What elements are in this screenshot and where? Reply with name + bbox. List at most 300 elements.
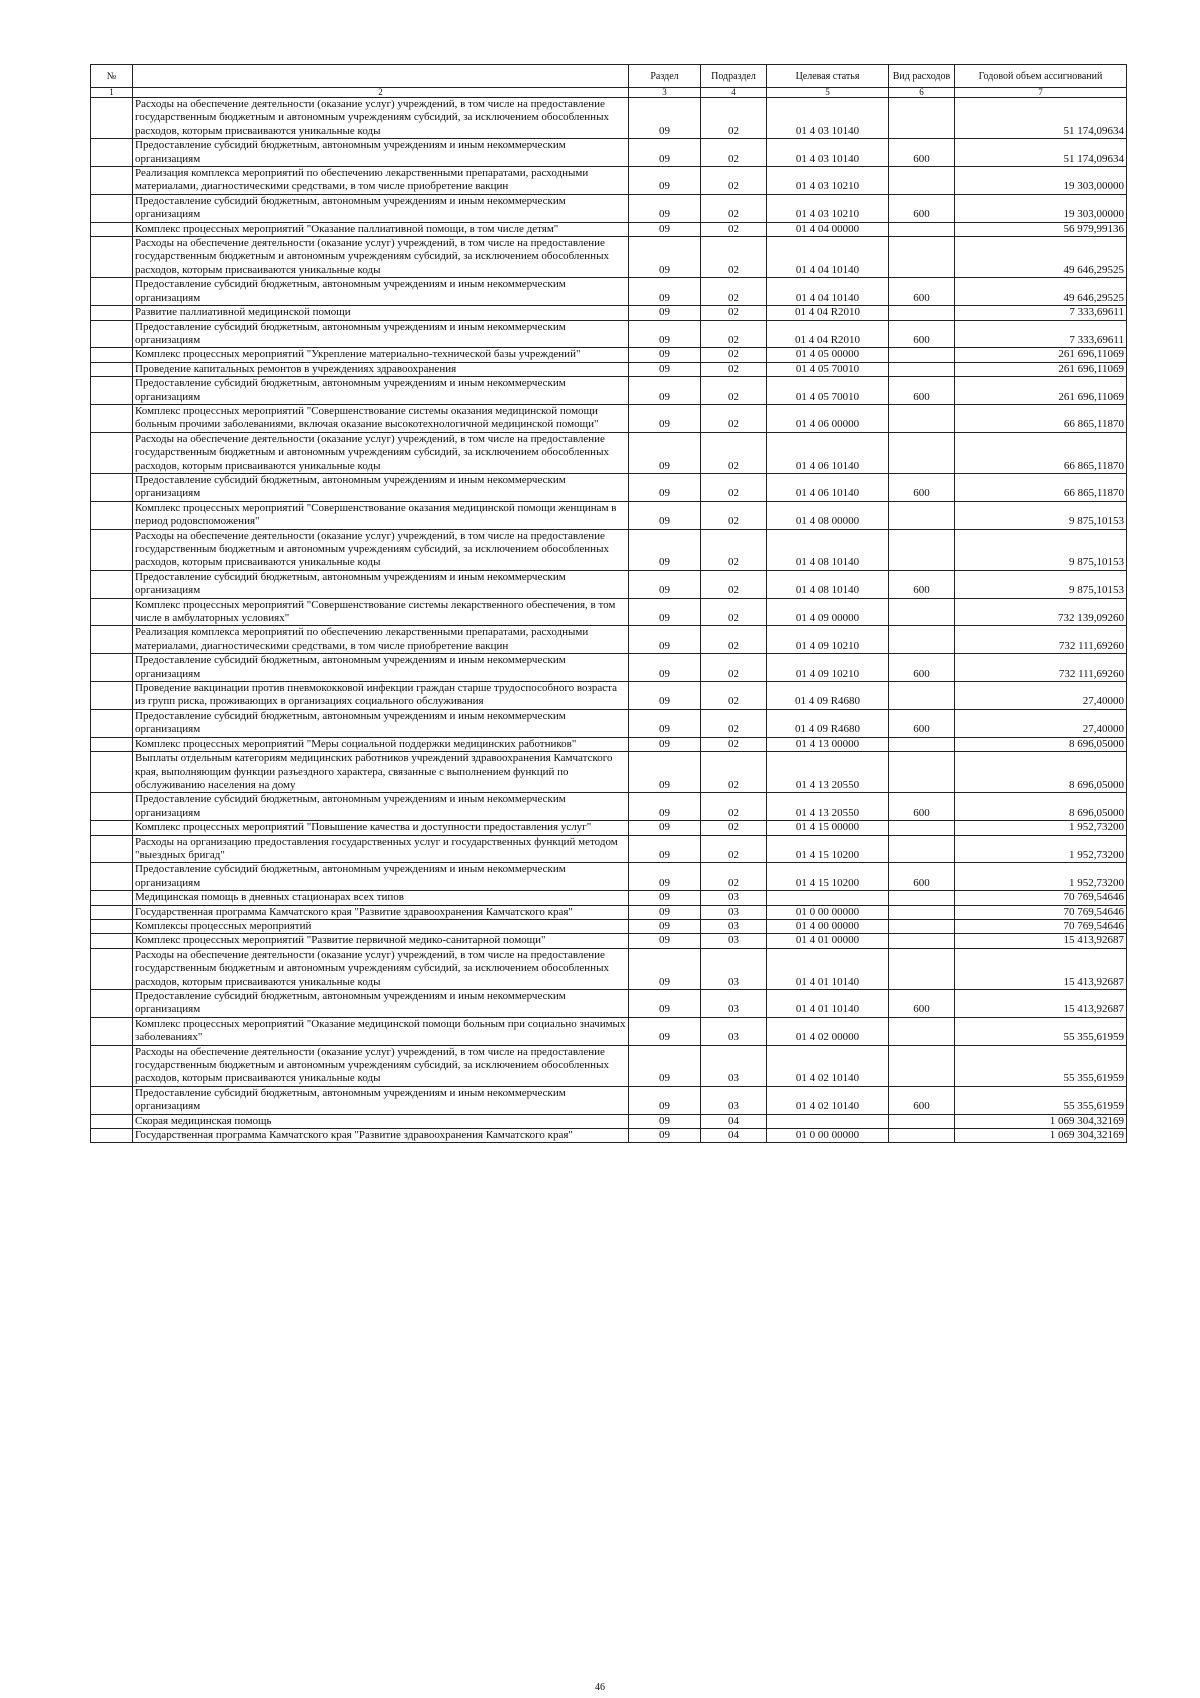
row-podrazdel: 02 [701,793,767,821]
row-podrazdel: 02 [701,306,767,320]
table-row [91,1086,1127,1114]
table-row [91,1129,1127,1143]
row-razdel: 09 [629,1114,701,1128]
row-name: Расходы на обеспечение деятельности (оказание услуг) учреждений, в том числе на предоставление государственным бюджетным и автономным учреждениям субсидий, за исключением обособленных расходов, которым присваиваются уникальные коды [133,529,629,570]
row-razdel: 09 [629,320,701,348]
header-razdel: Раздел [629,65,701,88]
row-number [91,167,133,195]
row-number [91,1129,133,1143]
row-target: 01 4 08 00000 [767,501,889,529]
table-row [91,320,1127,348]
row-number [91,348,133,362]
row-number [91,919,133,933]
row-name: Медицинская помощь в дневных стационарах всех типов [133,891,629,905]
page-number: 46 [595,1682,605,1693]
row-name: Реализация комплекса мероприятий по обеспечению лекарственными препаратами, расходными материалами, диагностическими средствами, в том числе приобретение вакцин [133,167,629,195]
row-name: Государственная программа Камчатского края "Развитие здравоохранения Камчатского края" [133,1129,629,1143]
header-volume: Годовой объем ассигнований [955,65,1127,88]
row-razdel: 09 [629,278,701,306]
row-target: 01 4 04 R2010 [767,320,889,348]
row-amount: 19 303,00000 [955,167,1127,195]
row-name: Предоставление субсидий бюджетным, автономным учреждениям и иным некоммерческим организациям [133,473,629,501]
row-razdel: 09 [629,1045,701,1086]
table-row [91,222,1127,236]
row-name: Предоставление субсидий бюджетным, автономным учреждениям и иным некоммерческим организациям [133,654,629,682]
table-row [91,752,1127,793]
row-podrazdel: 03 [701,948,767,989]
row-target: 01 4 01 00000 [767,934,889,948]
table-row [91,98,1127,139]
row-vid [889,1129,955,1143]
row-amount: 1 069 304,32169 [955,1114,1127,1128]
row-number [91,237,133,278]
row-podrazdel: 03 [701,934,767,948]
row-target: 01 4 13 00000 [767,737,889,751]
row-podrazdel: 02 [701,626,767,654]
row-name: Комплекс процессных мероприятий "Оказание паллиативной помощи, в том числе детям" [133,222,629,236]
column-number: 1 [91,88,133,98]
row-target: 01 4 09 R4680 [767,682,889,710]
row-podrazdel: 03 [701,919,767,933]
row-vid [889,948,955,989]
row-razdel: 09 [629,905,701,919]
row-podrazdel: 03 [701,1017,767,1045]
row-number [91,404,133,432]
column-number: 4 [701,88,767,98]
row-amount: 56 979,99136 [955,222,1127,236]
table-row [91,934,1127,948]
row-razdel: 09 [629,194,701,222]
row-amount: 1 069 304,32169 [955,1129,1127,1143]
row-podrazdel: 02 [701,682,767,710]
row-amount: 15 413,92687 [955,934,1127,948]
row-podrazdel: 03 [701,1045,767,1086]
row-name: Комплекс процессных мероприятий "Меры социальной поддержки медицинских работников" [133,737,629,751]
row-amount: 70 769,54646 [955,891,1127,905]
row-amount: 15 413,92687 [955,990,1127,1018]
row-amount: 55 355,61959 [955,1017,1127,1045]
row-amount: 55 355,61959 [955,1045,1127,1086]
row-name: Предоставление субсидий бюджетным, автономным учреждениям и иным некоммерческим организациям [133,194,629,222]
row-podrazdel: 04 [701,1129,767,1143]
row-name: Скорая медицинская помощь [133,1114,629,1128]
row-razdel: 09 [629,404,701,432]
row-target: 01 4 04 00000 [767,222,889,236]
row-target: 01 4 03 10210 [767,167,889,195]
row-amount: 732 139,09260 [955,598,1127,626]
row-vid [889,905,955,919]
row-amount: 261 696,11069 [955,362,1127,376]
row-razdel: 09 [629,306,701,320]
table-row [91,501,1127,529]
row-razdel: 09 [629,598,701,626]
row-razdel: 09 [629,501,701,529]
row-name: Предоставление субсидий бюджетным, автономным учреждениям и иным некоммерческим организациям [133,1086,629,1114]
row-name: Комплекс процессных мероприятий "Укрепление материально-технической базы учреждений" [133,348,629,362]
row-amount: 261 696,11069 [955,377,1127,405]
row-name: Комплекс процессных мероприятий "Совершенствование системы оказания медицинской помощи больным прочими заболеваниями, включая оказание высокотехнологичной медицинской помощи" [133,404,629,432]
column-number: 3 [629,88,701,98]
table-row [91,1045,1127,1086]
table-row [91,821,1127,835]
table-row [91,948,1127,989]
row-target: 01 4 15 10200 [767,863,889,891]
header-podrazdel: Подраздел [701,65,767,88]
row-razdel: 09 [629,222,701,236]
header-vid: Вид расходов [889,65,955,88]
row-vid: 600 [889,377,955,405]
table-row [91,990,1127,1018]
row-podrazdel: 02 [701,348,767,362]
row-number [91,793,133,821]
table-row [91,473,1127,501]
row-number [91,139,133,167]
row-number [91,501,133,529]
row-number [91,362,133,376]
row-amount: 8 696,05000 [955,752,1127,793]
row-number [91,377,133,405]
row-vid [889,529,955,570]
column-number: 6 [889,88,955,98]
row-name: Комплекс процессных мероприятий "Повышение качества и доступности предоставления услуг" [133,821,629,835]
row-name: Комплекс процессных мероприятий "Развитие первичной медико-санитарной помощи" [133,934,629,948]
row-vid [889,919,955,933]
row-podrazdel: 03 [701,990,767,1018]
row-name: Комплекс процессных мероприятий "Совершенствование системы лекарственного обеспечения, в том числе в амбулаторных условиях" [133,598,629,626]
row-target: 01 4 01 10140 [767,948,889,989]
budget-table [90,64,1127,1143]
table-row [91,529,1127,570]
row-vid [889,501,955,529]
row-podrazdel: 02 [701,598,767,626]
row-amount: 49 646,29525 [955,237,1127,278]
row-amount: 66 865,11870 [955,473,1127,501]
row-razdel: 09 [629,237,701,278]
row-amount: 70 769,54646 [955,919,1127,933]
row-name: Развитие паллиативной медицинской помощи [133,306,629,320]
row-podrazdel: 03 [701,891,767,905]
row-target: 01 4 01 10140 [767,990,889,1018]
row-amount: 70 769,54646 [955,905,1127,919]
table-row [91,737,1127,751]
row-number [91,1045,133,1086]
row-vid: 600 [889,990,955,1018]
row-razdel: 09 [629,98,701,139]
table-row [91,1017,1127,1045]
row-vid [889,598,955,626]
row-vid [889,1045,955,1086]
row-razdel: 09 [629,919,701,933]
row-name: Предоставление субсидий бюджетным, автономным учреждениям и иным некоммерческим организациям [133,139,629,167]
row-name: Предоставление субсидий бюджетным, автономным учреждениям и иным некоммерческим организациям [133,793,629,821]
row-number [91,278,133,306]
row-amount: 1 952,73200 [955,863,1127,891]
row-vid [889,98,955,139]
row-amount: 9 875,10153 [955,501,1127,529]
row-podrazdel: 04 [701,1114,767,1128]
row-amount: 9 875,10153 [955,570,1127,598]
row-number [91,306,133,320]
row-razdel: 09 [629,891,701,905]
row-podrazdel: 02 [701,237,767,278]
row-podrazdel: 02 [701,570,767,598]
row-target: 01 0 00 00000 [767,905,889,919]
row-number [91,194,133,222]
row-podrazdel: 02 [701,404,767,432]
row-target [767,1114,889,1128]
row-target: 01 4 09 R4680 [767,709,889,737]
table-row [91,167,1127,195]
row-vid [889,626,955,654]
row-podrazdel: 02 [701,501,767,529]
row-razdel: 09 [629,348,701,362]
row-razdel: 09 [629,990,701,1018]
table-row [91,362,1127,376]
row-target: 01 4 02 00000 [767,1017,889,1045]
row-name: Предоставление субсидий бюджетным, автономным учреждениям и иным некоммерческим организациям [133,570,629,598]
row-vid: 600 [889,278,955,306]
row-amount: 1 952,73200 [955,835,1127,863]
row-amount: 7 333,69611 [955,306,1127,320]
table-row [91,432,1127,473]
row-target: 01 4 05 00000 [767,348,889,362]
row-podrazdel: 02 [701,821,767,835]
table-row [91,1114,1127,1128]
row-name: Расходы на обеспечение деятельности (оказание услуг) учреждений, в том числе на предоставление государственным бюджетным и автономным учреждениям субсидий, за исключением обособленных расходов, которым присваиваются уникальные коды [133,98,629,139]
row-number [91,1086,133,1114]
row-number [91,222,133,236]
row-target: 01 4 13 20550 [767,793,889,821]
row-name: Расходы на обеспечение деятельности (оказание услуг) учреждений, в том числе на предоставление государственным бюджетным и автономным учреждениям субсидий, за исключением обособленных расходов, которым присваиваются уникальные коды [133,948,629,989]
table-body [91,98,1127,1143]
row-amount: 51 174,09634 [955,139,1127,167]
table-row [91,306,1127,320]
row-vid [889,891,955,905]
row-razdel: 09 [629,362,701,376]
row-podrazdel: 02 [701,709,767,737]
row-target: 01 4 03 10140 [767,139,889,167]
row-podrazdel: 02 [701,377,767,405]
row-number [91,473,133,501]
table-row [91,919,1127,933]
row-vid [889,752,955,793]
row-target: 01 0 00 00000 [767,1129,889,1143]
row-target: 01 4 09 10210 [767,654,889,682]
row-vid [889,1017,955,1045]
row-amount: 7 333,69611 [955,320,1127,348]
row-vid [889,362,955,376]
row-name: Проведение вакцинации против пневмококковой инфекции граждан старше трудоспособного возраста из групп риска, проживающих в организациях социального обслуживания [133,682,629,710]
row-razdel: 09 [629,821,701,835]
row-name: Предоставление субсидий бюджетным, автономным учреждениям и иным некоммерческим организациям [133,377,629,405]
row-name: Предоставление субсидий бюджетным, автономным учреждениям и иным некоммерческим организациям [133,278,629,306]
budget-document-page [90,64,1126,1143]
row-number [91,529,133,570]
table-row [91,793,1127,821]
row-amount: 51 174,09634 [955,98,1127,139]
table-header-row [91,65,1127,88]
row-vid [889,1114,955,1128]
row-amount: 66 865,11870 [955,432,1127,473]
row-name: Расходы на обеспечение деятельности (оказание услуг) учреждений, в том числе на предоставление государственным бюджетным и автономным учреждениям субсидий, за исключением обособленных расходов, которым присваиваются уникальные коды [133,1045,629,1086]
row-number [91,1114,133,1128]
row-number [91,570,133,598]
row-number [91,626,133,654]
row-number [91,654,133,682]
row-vid: 600 [889,194,955,222]
row-name: Расходы на обеспечение деятельности (оказание услуг) учреждений, в том числе на предоставление государственным бюджетным и автономным учреждениям субсидий, за исключением обособленных расходов, которым присваиваются уникальные коды [133,237,629,278]
table-row [91,237,1127,278]
row-vid: 600 [889,570,955,598]
column-number: 2 [133,88,629,98]
row-vid: 600 [889,654,955,682]
row-podrazdel: 03 [701,905,767,919]
column-number: 5 [767,88,889,98]
row-amount: 732 111,69260 [955,626,1127,654]
row-number [91,598,133,626]
row-amount: 27,40000 [955,682,1127,710]
row-amount: 261 696,11069 [955,348,1127,362]
row-podrazdel: 02 [701,362,767,376]
row-razdel: 09 [629,682,701,710]
row-number [91,98,133,139]
table-row [91,709,1127,737]
table-row [91,377,1127,405]
row-target: 01 4 05 70010 [767,362,889,376]
table-row [91,905,1127,919]
row-amount: 732 111,69260 [955,654,1127,682]
row-target: 01 4 15 10200 [767,835,889,863]
row-razdel: 09 [629,654,701,682]
row-name: Расходы на организацию предоставления государственных услуг и государственных функций методом "выездных бригад" [133,835,629,863]
row-podrazdel: 02 [701,752,767,793]
table-row [91,139,1127,167]
row-target: 01 4 03 10210 [767,194,889,222]
table-row [91,891,1127,905]
row-target: 01 4 06 10140 [767,432,889,473]
row-target: 01 4 02 10140 [767,1045,889,1086]
row-name: Комплексы процессных мероприятий [133,919,629,933]
row-number [91,990,133,1018]
row-vid [889,306,955,320]
row-amount: 15 413,92687 [955,948,1127,989]
row-razdel: 09 [629,835,701,863]
table-row [91,863,1127,891]
row-target: 01 4 05 70010 [767,377,889,405]
row-vid: 600 [889,1086,955,1114]
row-podrazdel: 02 [701,139,767,167]
header-no: № [91,65,133,88]
row-podrazdel: 03 [701,1086,767,1114]
row-name: Государственная программа Камчатского края "Развитие здравоохранения Камчатского края" [133,905,629,919]
row-name: Предоставление субсидий бюджетным, автономным учреждениям и иным некоммерческим организациям [133,320,629,348]
row-razdel: 09 [629,432,701,473]
row-amount: 8 696,05000 [955,737,1127,751]
row-vid [889,737,955,751]
row-target: 01 4 03 10140 [767,98,889,139]
row-razdel: 09 [629,377,701,405]
row-number [91,682,133,710]
row-amount: 8 696,05000 [955,793,1127,821]
row-number [91,948,133,989]
row-razdel: 09 [629,139,701,167]
row-name: Предоставление субсидий бюджетным, автономным учреждениям и иным некоммерческим организациям [133,863,629,891]
row-razdel: 09 [629,752,701,793]
row-amount: 66 865,11870 [955,404,1127,432]
row-number [91,320,133,348]
row-name: Предоставление субсидий бюджетным, автономным учреждениям и иным некоммерческим организациям [133,990,629,1018]
row-number [91,737,133,751]
table-row [91,682,1127,710]
row-vid [889,348,955,362]
row-name: Комплекс процессных мероприятий "Совершенствование оказания медицинской помощи женщинам в период родовспоможения" [133,501,629,529]
row-podrazdel: 02 [701,167,767,195]
row-number [91,863,133,891]
row-vid [889,167,955,195]
row-name: Проведение капитальных ремонтов в учреждениях здравоохранения [133,362,629,376]
row-target: 01 4 15 00000 [767,821,889,835]
row-number [91,432,133,473]
row-podrazdel: 02 [701,835,767,863]
row-razdel: 09 [629,1086,701,1114]
row-name: Комплекс процессных мероприятий "Оказание медицинской помощи больным при социально значимых заболеваниях" [133,1017,629,1045]
row-vid [889,682,955,710]
row-target: 01 4 09 10210 [767,626,889,654]
row-number [91,752,133,793]
row-razdel: 09 [629,793,701,821]
column-number-row [91,88,1127,98]
row-target: 01 4 06 10140 [767,473,889,501]
row-vid [889,222,955,236]
row-podrazdel: 02 [701,473,767,501]
row-razdel: 09 [629,709,701,737]
row-vid [889,835,955,863]
table-row [91,654,1127,682]
row-amount: 9 875,10153 [955,529,1127,570]
row-razdel: 09 [629,626,701,654]
row-vid: 600 [889,863,955,891]
table-row [91,348,1127,362]
row-name: Выплаты отдельным категориям медицинских работников учреждений здравоохранения Камчатского края, выполняющим функции разъездного характера, связанные с выполнением функций по обслуживанию населения на дому [133,752,629,793]
row-razdel: 09 [629,570,701,598]
row-podrazdel: 02 [701,98,767,139]
row-target: 01 4 04 10140 [767,237,889,278]
row-target [767,891,889,905]
row-razdel: 09 [629,948,701,989]
row-name: Предоставление субсидий бюджетным, автономным учреждениям и иным некоммерческим организациям [133,709,629,737]
row-razdel: 09 [629,1017,701,1045]
row-target: 01 4 09 00000 [767,598,889,626]
row-target: 01 4 04 10140 [767,278,889,306]
row-number [91,891,133,905]
table-row [91,278,1127,306]
table-row [91,570,1127,598]
row-podrazdel: 02 [701,320,767,348]
row-number [91,835,133,863]
row-podrazdel: 02 [701,432,767,473]
header-target: Целевая статья [767,65,889,88]
row-razdel: 09 [629,529,701,570]
row-amount: 49 646,29525 [955,278,1127,306]
row-vid: 600 [889,709,955,737]
row-target: 01 4 00 00000 [767,919,889,933]
row-razdel: 09 [629,167,701,195]
row-number [91,1017,133,1045]
row-target: 01 4 06 00000 [767,404,889,432]
row-razdel: 09 [629,473,701,501]
row-vid [889,934,955,948]
row-target: 01 4 13 20550 [767,752,889,793]
